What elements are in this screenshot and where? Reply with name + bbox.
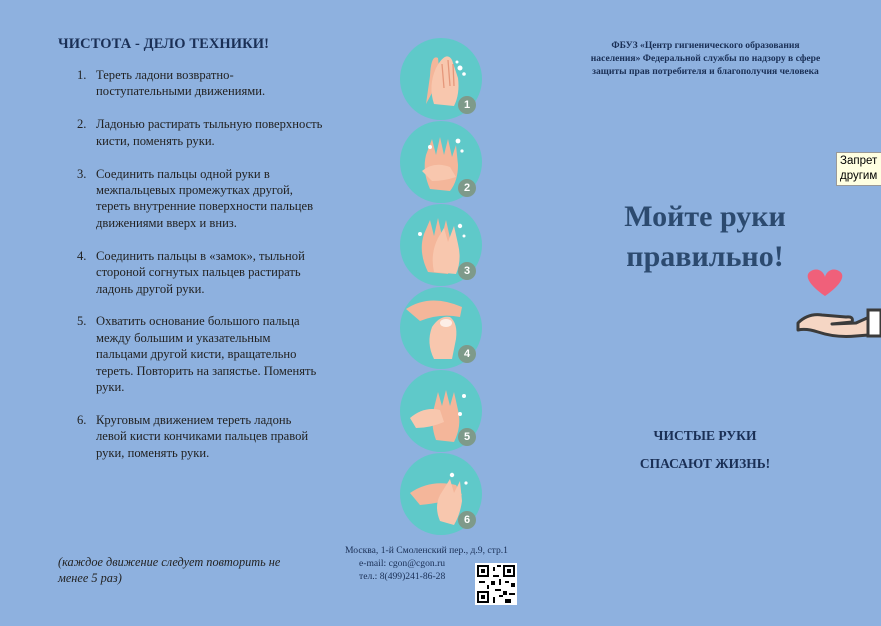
handwash-step-3-icon	[400, 204, 482, 286]
tooltip-line: Запрет	[840, 155, 878, 167]
step-number: 4.	[77, 248, 87, 263]
slogan-line: ЧИСТЫЕ РУКИ	[653, 428, 757, 443]
step-badge: 3	[458, 262, 476, 280]
step-item	[58, 166, 323, 232]
step-number: 2.	[77, 117, 87, 132]
step-text: Соединить пальцы в «замок», тыльной стороной согнутых пальцев растирать ладонь другой руки.	[96, 248, 305, 296]
steps-list	[58, 67, 323, 461]
step-text: Соединить пальцы одной руки в межпальцевых промежутках другой, тереть внутренние поверхности пальцев движениями вверх и вниз.	[96, 166, 314, 230]
tooltip-line: другим	[840, 170, 878, 182]
step-badge: 2	[458, 179, 476, 197]
slogan	[595, 422, 815, 478]
slogan-line: СПАСАЮТ ЖИЗНЬ!	[639, 456, 771, 471]
step-number: 3.	[77, 166, 87, 181]
step-text: Тереть ладони возвратно-поступательными движениями.	[96, 68, 266, 99]
contact-email: e-mail: cgon@cgon.ru	[359, 558, 446, 569]
instructions-heading: ЧИСТОТА - ДЕЛО ТЕХНИКИ!	[58, 36, 270, 52]
step-badge: 4	[458, 345, 476, 363]
step-item	[58, 116, 323, 149]
step-text: Охватить основание большого пальца между большим и указательным пальцами другой кисти, вращательно тереть. Повторить на запястье. Поменять руки.	[96, 314, 317, 395]
step-number: 5.	[77, 314, 87, 329]
contact-block	[345, 544, 555, 583]
organization-name: ФБУЗ «Центр гигиенического образования населения» Федеральной службы по надзору в сфере защиты прав потребителя и благополучия человека	[590, 40, 821, 78]
step-text: Ладонью растирать тыльную поверхность кисти, поменять руки.	[96, 117, 323, 148]
handwash-step-2-icon	[400, 121, 482, 203]
step-item	[58, 67, 323, 100]
handwash-step-4-icon	[400, 287, 482, 369]
handwash-step-1-icon	[400, 38, 482, 120]
step-item	[58, 313, 323, 395]
contact-address: Москва, 1-й Смоленский пер., д.9, стр.1	[345, 545, 508, 556]
step-badge: 1	[458, 96, 476, 114]
handwash-step-6-icon	[400, 453, 482, 535]
main-title	[585, 197, 825, 277]
title-line: правильно!	[626, 240, 784, 273]
instructions-column	[58, 36, 323, 478]
step-item	[58, 248, 323, 297]
heart-in-hand-icon	[796, 268, 881, 348]
step-text: Круговым движением тереть ладонь левой кисти кончиками пальцев правой руки, поменять руки.	[96, 413, 309, 460]
qr-code-icon	[475, 563, 517, 605]
step-badge: 5	[458, 428, 476, 446]
title-line: Мойте руки	[624, 200, 786, 233]
step-number: 1.	[77, 68, 87, 82]
step-badge: 6	[458, 511, 476, 529]
tooltip	[836, 152, 881, 186]
handwash-step-5-icon	[400, 370, 482, 452]
step-item	[58, 412, 323, 461]
contact-phone: тел.: 8(499)241-86-28	[359, 571, 446, 582]
repeat-note: (каждое движение следует повторить не менее 5 раз)	[58, 555, 281, 586]
step-number: 6.	[77, 413, 87, 427]
